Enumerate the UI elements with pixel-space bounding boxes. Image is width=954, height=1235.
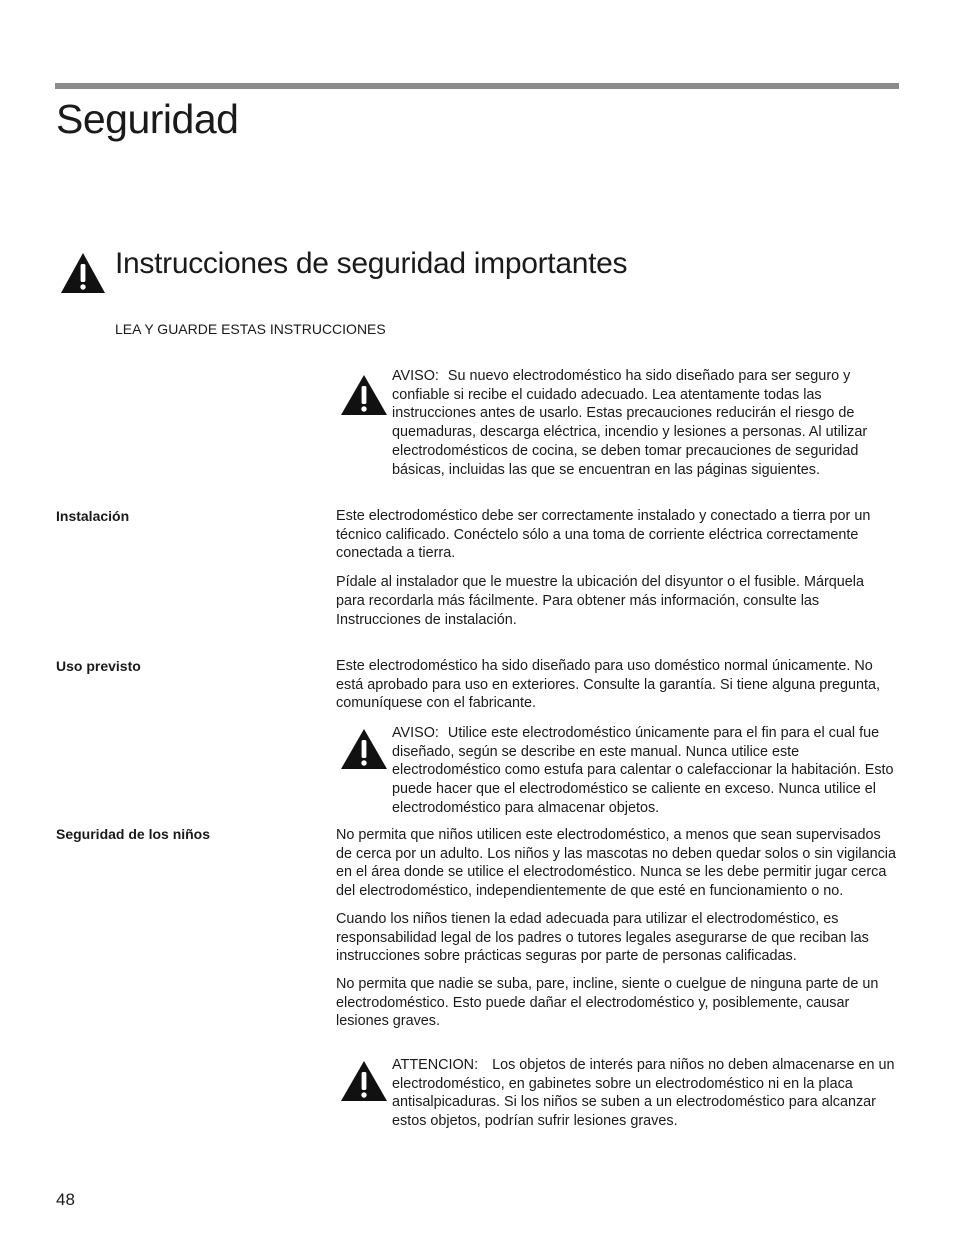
paragraph: Cuando los niños tienen la edad adecuada para utilizar el electrodoméstico, es responsabilidad legal de los padres o tutores legales asegurarse de que reciban las instrucciones sobre prácticas seguras por parte de personas calificadas. bbox=[336, 910, 869, 965]
caution-text bbox=[392, 1056, 896, 1131]
page-number: 48 bbox=[56, 1190, 75, 1209]
warning-text bbox=[392, 724, 896, 818]
paragraph: No permita que nadie se suba, pare, incline, siente o cuelgue de ninguna parte de un electrodoméstico. Esto puede dañar el electrodoméstico y, posiblemente, causar lesiones graves. bbox=[336, 975, 879, 1030]
paragraph: No permita que niños utilicen este electrodoméstico, a menos que sean supervisados de cerca por un adulto. Los niños y las mascotas no deben quedar solos o sin vigilancia en el área donde se utilice el electrodoméstico. Nunca se les debe permitir jugar cerca del electrodoméstico, independientemente de que esté en funcionamiento o no. bbox=[336, 827, 896, 900]
warning-label: AVISO: bbox=[392, 368, 439, 384]
warning-triangle-icon bbox=[340, 728, 388, 770]
warning-label: AVISO: bbox=[392, 725, 439, 741]
warning-triangle-icon bbox=[340, 374, 388, 416]
intended-use-label: Uso previsto bbox=[56, 658, 141, 674]
paragraph: Este electrodoméstico debe ser correctamente instalado y conectado a tierra por un técnico calificado. Conéctelo sólo a una toma de corriente eléctrica correctamente conectada a tierra. bbox=[336, 508, 871, 562]
top-rule bbox=[55, 83, 899, 89]
warning-intro bbox=[336, 367, 896, 479]
installation-body bbox=[336, 507, 896, 637]
caution-label: ATTENCION: bbox=[392, 1057, 479, 1073]
warning-body: Utilice este electrodoméstico únicamente para el fin para el cual fue diseñado, según se describe en este manual. Nunca utilice este electrodoméstico como estufa para calentar o calefaccionar la habitación. Esto puede hacer que el electrodoméstico se caliente en exceso. Nunca utilice el electrodoméstico para almacenar objetos. bbox=[392, 725, 894, 816]
installation-label: Instalación bbox=[56, 508, 130, 524]
warning-triangle-icon bbox=[340, 1060, 388, 1102]
section-heading: Instrucciones de seguridad importantes bbox=[115, 247, 628, 280]
warning-intended-use bbox=[336, 724, 896, 818]
warning-triangle-icon bbox=[60, 252, 106, 294]
warning-body: Su nuevo electrodoméstico ha sido diseñado para ser seguro y confiable si recibe el cuidado adecuado. Lea atentamente todas las instrucciones antes de usarlo. Estas precauciones reducirán el riesgo de quemaduras, descarga eléctrica, incendio y lesiones a personas. Al utilizar electrodomésticos de cocina, se deben tomar precauciones de seguridad básicas, incluidas las que se encuentran en las páginas siguientes. bbox=[392, 368, 868, 478]
caution-body: Los objetos de interés para niños no deben almacenarse en un electrodoméstico, en gabinetes sobre un electrodoméstico ni en la placa antisalpicaduras. Si los niños se suben a un electrodoméstico para alcanzar estos objetos, podrían sufrir lesiones graves. bbox=[392, 1057, 895, 1130]
warning-text bbox=[392, 367, 896, 479]
caution-child-safety bbox=[336, 1056, 896, 1131]
child-safety-body bbox=[336, 826, 896, 1039]
page-title: Seguridad bbox=[56, 96, 239, 142]
paragraph: Pídale al instalador que le muestre la ubicación del disyuntor o el fusible. Márquela para recordarla más fácilmente. Para obtener más información, consulte las Instrucciones de instalación. bbox=[336, 574, 864, 628]
paragraph: Este electrodoméstico ha sido diseñado para uso doméstico normal únicamente. No está aprobado para uso en exteriores. Consulte la garantía. Si tiene alguna pregunta, comuníquese con el fabricante. bbox=[336, 658, 881, 712]
child-safety-label: Seguridad de los niños bbox=[56, 826, 211, 842]
intended-use-body bbox=[336, 657, 896, 721]
subheading: LEA Y GUARDE ESTAS INSTRUCCIONES bbox=[115, 321, 386, 337]
